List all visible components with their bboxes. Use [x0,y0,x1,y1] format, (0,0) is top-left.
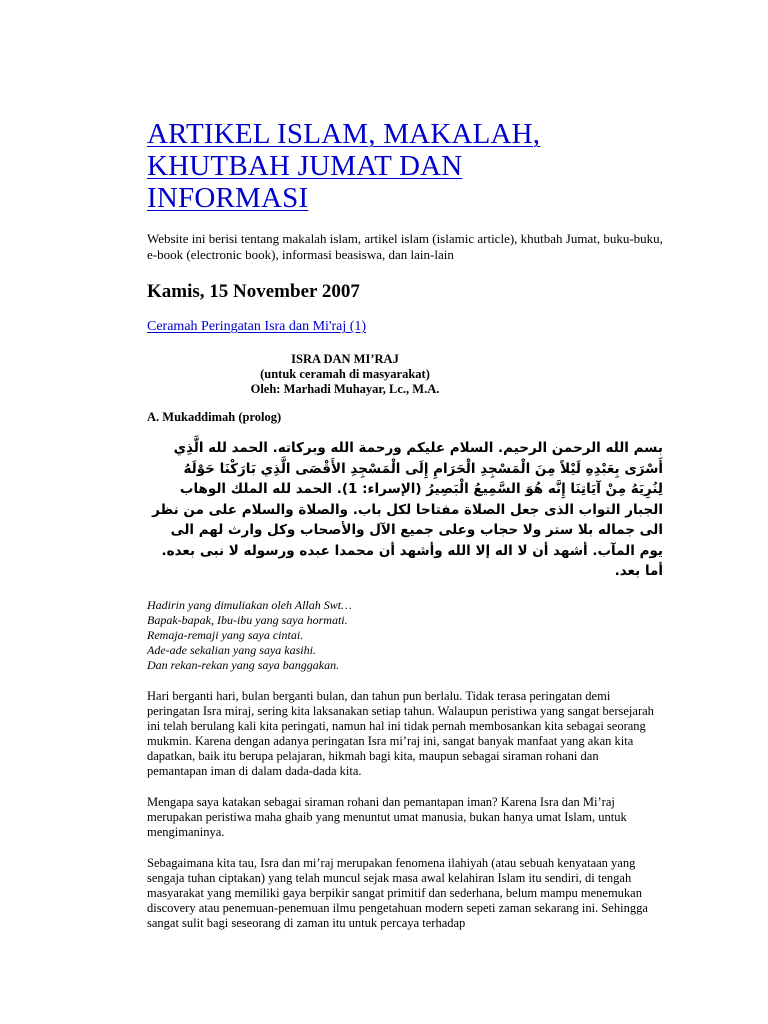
date-header: Kamis, 15 November 2007 [147,281,360,302]
post-title-link[interactable]: Ceramah Peringatan Isra dan Mi'raj (1) [147,319,367,334]
blog-title-link[interactable] [147,118,687,214]
greetings-list [147,598,687,673]
article-heading-title: ISRA DAN MI’RAJ [291,352,399,366]
article-heading [147,352,543,397]
blog-title-line-3: INFORMASI [147,182,309,214]
article-heading-author: Oleh: Marhadi Muhayar, Lc., M.A. [250,382,440,396]
article-heading-subtitle: (untuk ceramah di masyarakat) [260,367,430,381]
document-page [147,118,687,931]
blog-description: Website ini berisi tentang makalah islam, artikel islam (islamic article), khutbah Jumat, buku-buku, e-book (electronic book), informasi beasiswa, dan lain-lain [147,231,663,262]
greeting-line: Hadirin yang dimuliakan oleh Allah Swt… [147,597,352,612]
arabic-opening-text: بسم الله الرحمن الرحيم. السلام عليكم ورحمة الله وبركاته. الحمد لله الَّذِي أَسْرَى بِعَبْدِهِ لَيْلاً مِنَ الْمَسْجِدِ الْحَرَامِ إِلَى الْمَسْجِدِ الأَقْصَى الَّذِي بَارَكْنَا حَوْلَهُ لِنُرِيَهُ مِنْ آيَاتِنَا إِنَّه هُوَ السَّمِيعُ الْبَصِيرُ (الإسراء: 1). الحمد لله الملك الوهاب الجبار التواب الذى جعل الصلاة مفتاحا لكل باب. والصلاة والسلام على من نظر الى جماله بلا ستر ولا حجاب وعلى جميع الآل والأصحاب وكل وارث لهم الى يوم المآب. أشهد أن لا اله إلا الله وأشهد أن محمدا عبده ورسوله لا نبى بعده. أما بعد. [152,440,663,579]
greeting-line: Bapak-bapak, Ibu-ibu yang saya hormati. [147,612,348,627]
body-paragraph-1: Hari berganti hari, bulan berganti bulan, dan tahun pun berlalu. Tidak terasa peringatan demi peringatan Isra miraj, sering kita laksanakan setiap tahun. Walaupun peristiwa yang sangat bersejarah ini telah berulang kali kita peringati, namun hal ini tidak pernah membosankan kita sebagai seorang mukmin. Karena dengan adanya peringatan Isra mi’raj ini, sangat banyak manfaat yang akan kita dapatkan, baik itu berupa pelajaran, hikmah bagi kita, maupun sebagai siraman rohani dan pemantapan iman di dalam dada-dada kita. [147,688,654,778]
blog-title-line-2: KHUTBAH JUMAT DAN [147,150,463,182]
greeting-line: Dan rekan-rekan yang saya banggakan. [147,657,340,672]
greeting-line: Ade-ade sekalian yang saya kasihi. [147,642,316,657]
blog-title-line-1: ARTIKEL ISLAM, MAKALAH, [147,118,541,150]
section-heading: A. Mukaddimah (prolog) [147,410,282,424]
body-paragraph-3: Sebagaimana kita tau, Isra dan mi’raj merupakan fenomena ilahiyah (atau sebuah kenyataan yang sengaja tuhan ciptakan) yang telah muncul sejak masa awal kelahiran Islam itu sendiri, di tengah masyarakat yang memiliki gaya berpikir sangat primitif dan sederhana, belum mampu menemukan discovery atau penemuan-penemuan ilmu pengetahuan modern sepeti zaman sekarang ini. Sehingga sangat sulit bagi seseorang di zaman itu untuk percaya terhadap [147,855,648,930]
greeting-line: Remaja-remaji yang saya cintai. [147,627,304,642]
body-paragraph-2: Mengapa saya katakan sebagai siraman rohani dan pemantapan iman? Karena Isra dan Mi’raj merupakan peristiwa maha ghaib yang menuntut umat manusia, bukan hanya umat Islam, untuk mengimaninya. [147,794,627,839]
